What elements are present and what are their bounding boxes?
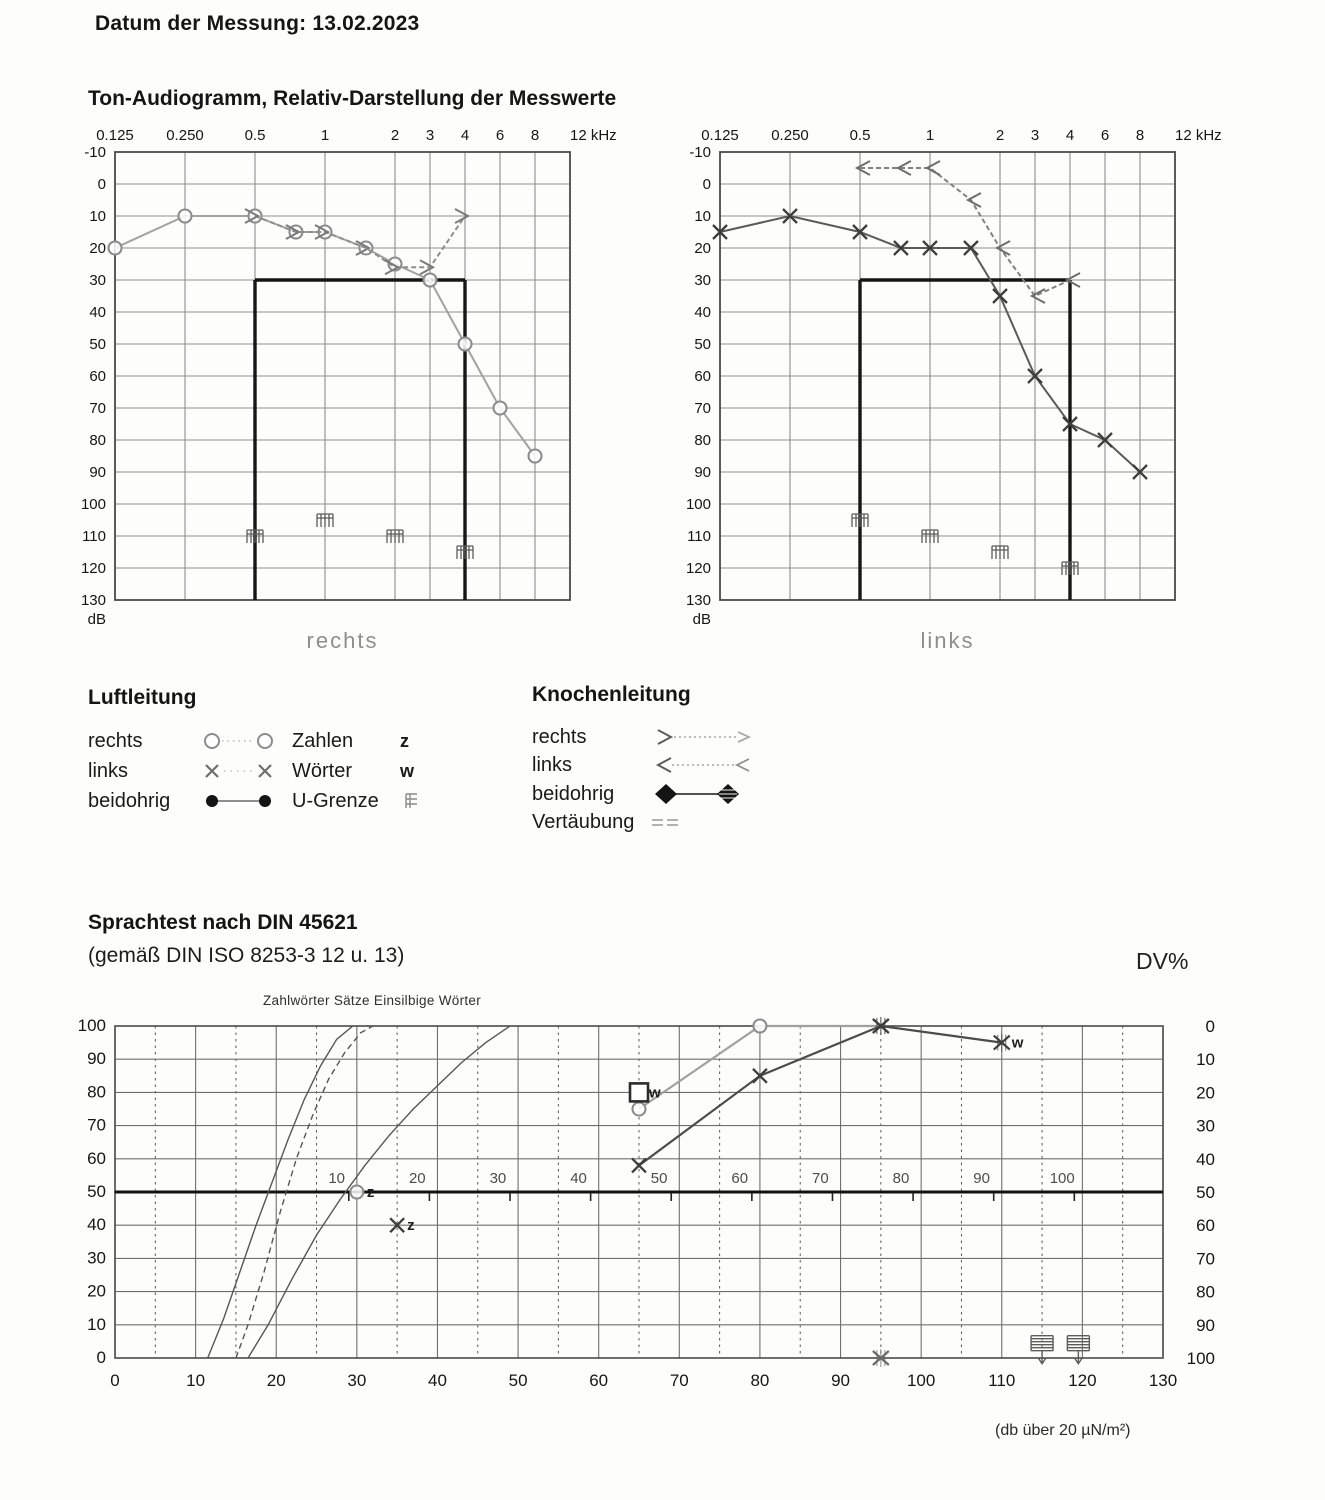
svg-text:120: 120 [80,560,106,577]
arrow-left-marker [968,193,981,207]
legend-kl-rechts-label: rechts [532,725,587,748]
svg-text:2: 2 [995,127,1005,144]
svg-text:4: 4 [460,127,470,144]
svg-text:80: 80 [1196,1282,1215,1302]
svg-text:100: 100 [1186,1349,1215,1368]
legend-woerter-label: Wörter [292,759,352,782]
svg-text:30: 30 [347,1371,367,1390]
arrow-left-marker [1032,289,1045,303]
svg-text:50: 50 [650,1170,668,1187]
ugrenze-marker [317,514,333,527]
series [857,161,1080,303]
svg-text:60: 60 [731,1170,749,1187]
svg-text:dB: dB [692,611,711,628]
svg-text:0: 0 [96,1348,106,1367]
svg-text:10: 10 [89,208,106,225]
legend-knochenleitung-title: Knochenleitung [532,683,691,706]
svg-text:10: 10 [1196,1050,1215,1070]
svg-text:3: 3 [425,127,435,144]
svg-text:0.125: 0.125 [701,127,739,144]
svg-text:40: 40 [694,304,711,321]
svg-text:20: 20 [87,1281,106,1301]
svg-text:30: 30 [694,272,711,289]
svg-text:rechts: rechts [306,628,379,653]
ugrenze-marker [852,514,868,527]
axis-labels [686,127,1222,653]
legend-kl-links-label: links [532,753,573,776]
svg-text:30: 30 [87,1248,106,1268]
svg-text:z: z [407,1217,415,1235]
svg-text:dB: dB [87,611,106,628]
dot-line-marker-icon [200,788,292,814]
svg-text:12 kHz: 12 kHz [570,127,617,144]
svg-text:0.5: 0.5 [849,127,871,144]
svg-text:8: 8 [530,127,540,144]
svg-text:40: 40 [89,304,106,321]
hatch-stack-marker [1067,1336,1089,1364]
svg-text:0.125: 0.125 [96,127,134,144]
svg-text:3: 3 [1030,127,1040,144]
square-marker [630,1083,661,1101]
svg-text:50: 50 [89,336,106,353]
svg-text:40: 40 [87,1215,106,1235]
svg-text:60: 60 [694,368,711,385]
legend-luftleitung [88,686,518,814]
svg-text:10: 10 [87,1314,106,1334]
circle-marker [633,1103,646,1116]
svg-text:10: 10 [694,208,711,225]
svg-text:80: 80 [750,1371,770,1390]
svg-text:70: 70 [669,1371,689,1390]
svg-text:-10: -10 [689,144,711,161]
svg-text:w: w [649,1084,661,1102]
svg-text:0.5: 0.5 [244,127,266,144]
speech-curves-top-label: Zahlwörter Sätze Einsilbige Wörter [263,993,482,1008]
series [852,514,1078,575]
svg-text:10: 10 [186,1371,206,1390]
svg-text:50: 50 [694,336,711,353]
svg-text:links: links [920,628,975,653]
svg-text:0: 0 [110,1371,120,1390]
x-hatch-marker [994,1034,1024,1052]
svg-text:0.250: 0.250 [771,127,809,144]
svg-text:90: 90 [694,464,711,481]
arrow-left-marker [927,161,940,175]
svg-text:12 kHz: 12 kHz [1175,127,1222,144]
series [1031,1336,1089,1364]
speech-axis-caption: (db über 20 µN/m²) [995,1422,1131,1439]
svg-text:w: w [1011,1034,1024,1052]
svg-text:130: 130 [685,592,711,609]
svg-text:130: 130 [1148,1371,1178,1390]
axis-labels [78,1016,1215,1390]
svg-text:30: 30 [1196,1116,1215,1136]
circle-marker [529,450,542,463]
svg-text:6: 6 [495,127,505,144]
vertaeubung-icon [650,813,760,833]
woerter-w-icon: w [400,760,415,781]
legend-row-beidohrig-label: beidohrig [88,789,171,812]
legend-kl-beidohrig-label: beidohrig [532,782,615,805]
svg-text:20: 20 [1196,1083,1215,1103]
audiogram-section-title: Ton-Audiogramm, Relativ-Darstellung der Messwerte [88,87,617,110]
measurement-date-title: Datum der Messung: 13.02.2023 [95,12,420,35]
svg-text:90: 90 [1196,1315,1215,1335]
svg-text:2: 2 [390,127,400,144]
svg-text:60: 60 [89,368,106,385]
svg-text:80: 80 [892,1170,910,1187]
svg-text:60: 60 [1196,1216,1215,1236]
svg-text:70: 70 [1196,1249,1215,1269]
svg-text:50: 50 [87,1182,106,1201]
svg-text:120: 120 [685,560,711,577]
svg-text:10: 10 [328,1170,346,1187]
svg-text:20: 20 [408,1170,426,1187]
speech-section-title: Sprachtest nach DIN 45621 [88,911,358,934]
svg-text:90: 90 [973,1170,990,1187]
svg-text:100: 100 [1049,1170,1075,1187]
svg-text:110: 110 [82,528,106,545]
legend-row-links-label: links [88,759,129,782]
svg-text:80: 80 [694,432,711,449]
svg-text:100: 100 [906,1371,936,1390]
x-pair-marker-icon [200,758,292,784]
svg-text:0: 0 [702,176,711,193]
series [632,1017,1024,1172]
svg-text:0: 0 [1205,1017,1215,1036]
ugrenze-marker [457,546,473,559]
axis-labels [81,127,617,653]
ugrenze-marker-icon [400,790,460,812]
circle-marker [424,274,437,287]
svg-text:20: 20 [694,240,711,257]
legend-kl-vertaeubung-label: Vertäubung [532,811,635,833]
ugrenze-marker [992,546,1008,559]
circle-marker [179,210,192,223]
zahlen-z-icon: z [400,730,409,751]
svg-text:60: 60 [589,1371,609,1390]
svg-text:1: 1 [320,127,330,144]
svg-text:30: 30 [89,272,106,289]
circle-marker [753,1020,766,1033]
circle-pair-marker-icon [200,728,292,754]
svg-text:8: 8 [1135,127,1145,144]
svg-text:40: 40 [428,1371,447,1390]
svg-text:100: 100 [685,496,711,513]
svg-text:90: 90 [89,464,106,481]
svg-text:70: 70 [89,400,106,417]
svg-text:1: 1 [925,127,935,144]
svg-text:80: 80 [87,1082,106,1102]
circle-marker [109,242,122,255]
svg-text:120: 120 [1068,1371,1097,1390]
circle-marker [459,338,472,351]
series [630,1083,661,1101]
svg-text:30: 30 [489,1170,507,1187]
legend-row-rechts-label: rechts [88,729,143,752]
audiogram-rechts-chart [78,112,640,657]
arrow-right-pair-icon [650,725,760,749]
svg-text:70: 70 [694,400,711,417]
arrow-left-pair-icon [650,753,760,777]
series [633,1017,889,1116]
svg-text:40: 40 [1196,1149,1215,1169]
svg-text:6: 6 [1100,127,1110,144]
circle-marker [350,1184,374,1201]
svg-text:60: 60 [87,1148,106,1168]
legend-knochenleitung [532,683,832,834]
svg-text:130: 130 [80,592,106,609]
svg-text:0: 0 [97,176,106,193]
svg-text:110: 110 [988,1371,1016,1390]
svg-text:50: 50 [1196,1183,1215,1202]
svg-text:-10: -10 [84,144,106,161]
svg-text:20: 20 [89,240,106,257]
legend-ugrenze-label: U-Grenze [292,789,379,812]
grid [115,1026,1163,1358]
svg-text:80: 80 [89,432,106,449]
series [245,209,468,274]
svg-text:50: 50 [508,1371,528,1390]
svg-text:40: 40 [570,1170,587,1187]
legend-luftleitung-title: Luftleitung [88,686,197,709]
svg-text:70: 70 [812,1170,829,1187]
svg-text:110: 110 [687,528,711,545]
svg-text:70: 70 [87,1115,106,1135]
dv-percent-axis-title: DV% [1136,948,1189,974]
svg-text:100: 100 [78,1016,106,1035]
circle-marker [494,402,507,415]
svg-text:90: 90 [87,1049,106,1069]
audiogram-links-chart [683,112,1245,657]
svg-text:z: z [366,1184,375,1201]
svg-text:90: 90 [831,1371,850,1390]
speech-test-chart [78,1008,1268,1408]
diamond-line-icon [650,781,760,807]
series [350,1184,374,1201]
speech-section-subtitle: (gemäß DIN ISO 8253-3 12 u. 13) [88,944,405,967]
svg-text:20: 20 [266,1371,286,1390]
legend-zahlen-label: Zahlen [292,729,354,752]
svg-text:0.250: 0.250 [166,127,204,144]
svg-text:100: 100 [80,496,106,513]
svg-text:4: 4 [1065,127,1075,144]
